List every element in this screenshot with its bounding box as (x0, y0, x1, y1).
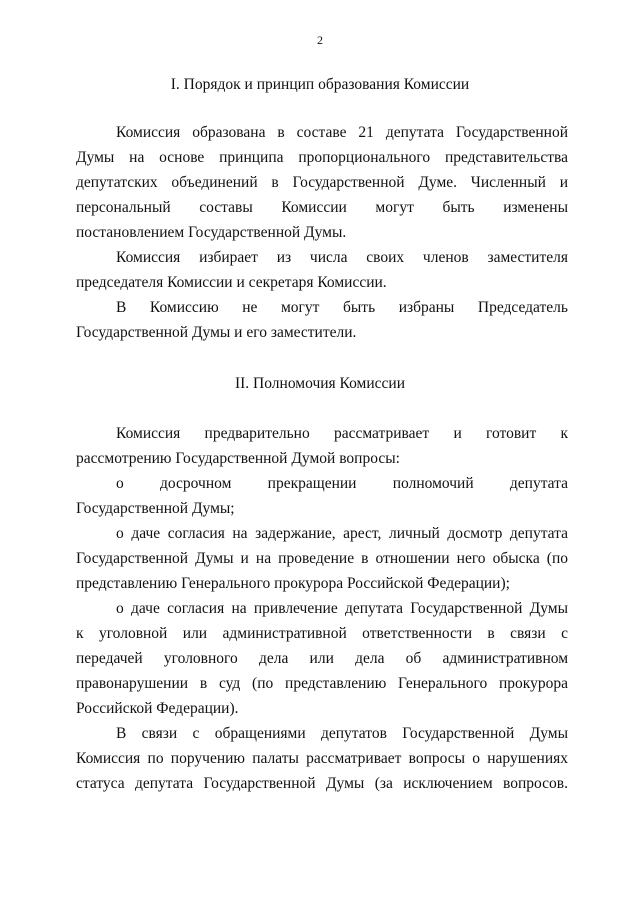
section-1-body (76, 120, 568, 345)
text-line: Думы на основе принципа пропорционального представительства (76, 149, 568, 166)
text-line: о даче согласия на привлечение депутата Государственной Думы (116, 600, 568, 617)
text-line: представлению Генерального прокурора Российской Федерации); (76, 575, 510, 592)
text-line: рассмотрению Государственной Думой вопросы: (76, 450, 400, 467)
text-line: В Комиссию не могут быть избраны Председатель (116, 299, 568, 316)
text-line: к уголовной или административной ответственности в связи с (76, 625, 568, 642)
text-line: Комиссия образована в составе 21 депутата Государственной (116, 124, 568, 141)
text-line: передачей уголовного дела или дела об административном (76, 650, 568, 667)
text-line: персональный составы Комиссии могут быть изменены (76, 199, 568, 216)
section-2-heading: II. Полномочия Комиссии (234, 375, 406, 392)
text-line: правонарушении в суд (по представлению Генерального прокурора (76, 675, 568, 692)
text-line: Комиссия предварительно рассматривает и готовит к (116, 425, 568, 442)
text-line: Комиссия по поручению палаты рассматривает вопросы о нарушениях (76, 750, 568, 767)
text-line: о досрочном прекращении полномочий депутата (116, 475, 568, 492)
text-line: Российской Федерации). (76, 700, 239, 717)
text-line: Комиссия избирает из числа своих членов заместителя (116, 249, 568, 266)
section-2-body (76, 421, 568, 796)
text-line: В связи с обращениями депутатов Государственной Думы (116, 725, 568, 742)
text-line: статуса депутата Государственной Думы (за исключением вопросов. (76, 775, 568, 792)
text-line: Государственной Думы и на проведение в отношении него обыска (по (76, 550, 568, 567)
text-line: о даче согласия на задержание, арест, личный досмотр депутата (116, 525, 568, 542)
page-number: 2 (317, 33, 323, 47)
text-line: депутатских объединений в Государственной Думе. Численный и (76, 174, 568, 191)
section-1-heading: I. Порядок и принцип образования Комиссии (170, 76, 470, 93)
text-line: председателя Комиссии и секретаря Комиссии. (76, 274, 387, 291)
text-line: постановлением Государственной Думы. (76, 224, 347, 241)
text-line: Государственной Думы и его заместители. (76, 324, 357, 341)
text-line: Государственной Думы; (76, 500, 235, 517)
